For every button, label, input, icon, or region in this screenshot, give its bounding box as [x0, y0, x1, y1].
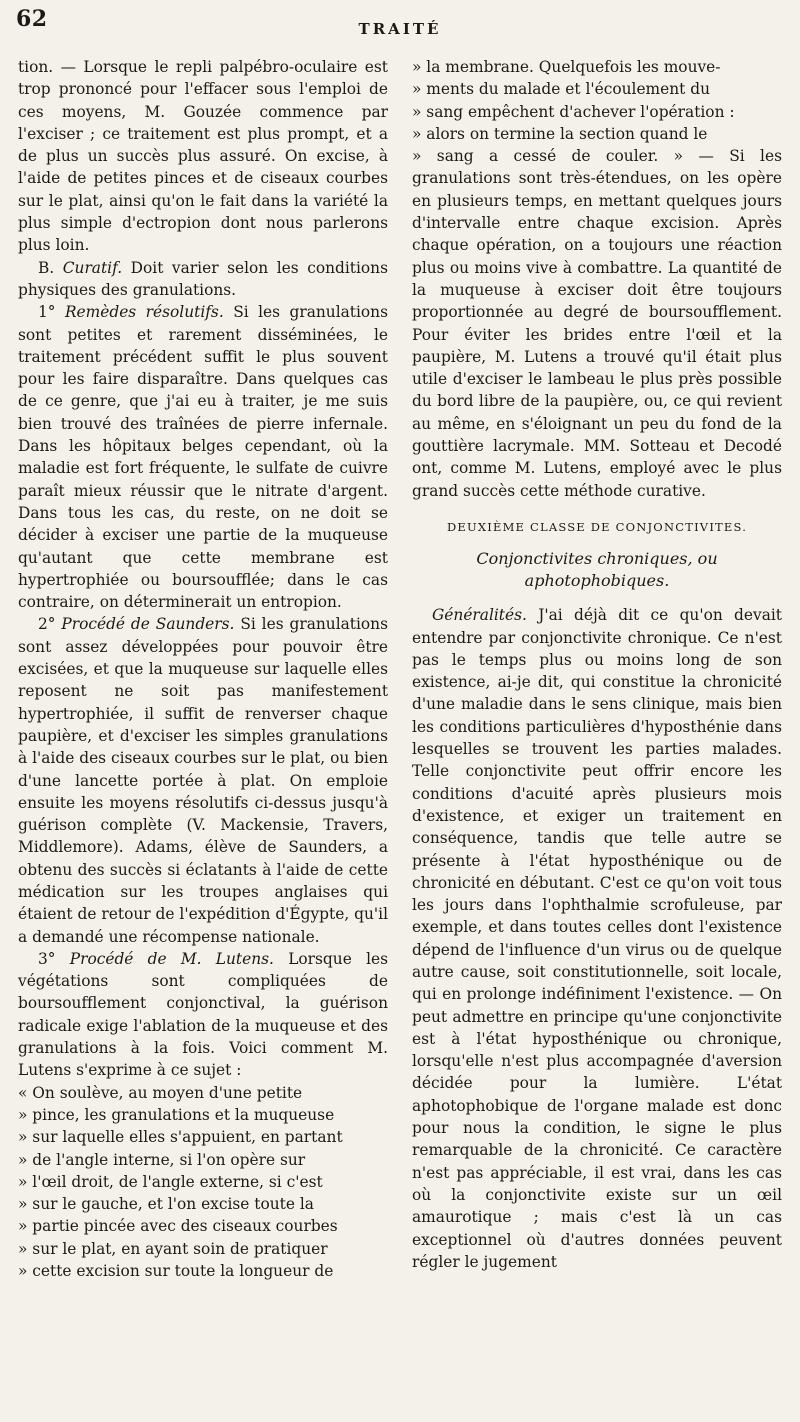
quote-line: » partie pincée avec des ciseaux courbes	[18, 1217, 338, 1236]
section-subheading: Conjonctivites chroniques, ou aphotophobiques.	[476, 549, 718, 591]
paragraph-text: Lorsque les végétations sont compliquées de boursoufflement conjonctival, la guérison radicale exige l'ablation de la muqueuse et des granulations à la fois. Voici comment M. Lutens s'exprime à ce sujet :	[18, 949, 388, 1080]
paragraph-title: Procédé de Saunders.	[61, 615, 235, 634]
paragraph	[18, 257, 388, 302]
paragraph-label: 1°	[38, 303, 65, 322]
quote-line: » la membrane. Quelquefois les mouve-	[412, 58, 721, 76]
paragraph-text: J'ai déjà dit ce qu'on devait entendre par conjonctivite chronique. Ce n'est pas le temps plus ou moins long de son existence, ai-je dit, qui constitue la chronicité d'une maladie dans le sens clinique, mais bien les conditions particulières d'hyposthénie dans lesquelles se trouvent les parties malades. Telle conjonctivite peut offrir encore les conditions d'acuité après plusieurs mois d'existence, et exiger un traitement en conséquence, tandis que telle autre se présente à l'état hyposthénique ou de chronicité en débutant. C'est ce qu'on voit tous les jours dans l'ophthalmie scrofuleuse, par exemple, et dans toutes celles dont l'existence dépend de l'influence d'un virus ou de quelque autre cause, soit constitutionnelle, soit locale, qui en prolonge indéfiniment l'existence. — On peut admettre en principe qu'une conjonctivite est à l'état hyposthénique ou chronique, lorsqu'elle n'est plus accompagnée d'aversion décidée pour la lumière. L'état aphotophobique de l'organe malade est donc pour nous la condition, le signe le plus remarquable de la chronicité. Ce caractère n'est pas appréciable, il est vrai, dans les cas où la conjonctivite existe sur un œil amaurotique ; mais c'est là un cas exceptionnel où d'autres données peuvent régler le jugement	[412, 606, 782, 1271]
paragraph-label: 3°	[38, 949, 70, 968]
paragraph-label: B.	[38, 258, 63, 277]
paragraph-text: Doit varier selon les conditions physiques des granulations.	[18, 258, 388, 299]
paragraph-text: Si les granulations sont assez développées pour pouvoir être excisées, et que la muqueuse sur laquelle elles reposent ne soit pas manifestement hypertrophiée, il suffit de renverser chaque paupière, et d'exciser les simples granulations à l'aide des ciseaux courbes sur le plat, ou bien d'une lancette portée à plat. On emploie ensuite les moyens résolutifs ci-dessus jusqu'à guérison complète (V. Mackensie, Travers, Middlemore). Adams, élève de Saunders, a obtenu des succès si éclatants à l'aide de cette médication sur les troupes anglaises qui étaient de retour de l'expédition d'Égypte, qu'il a demandé une récompense nationale.	[18, 615, 388, 946]
paragraph-title: Curatif.	[62, 258, 123, 277]
paragraph	[18, 613, 388, 947]
paragraph	[18, 301, 388, 613]
paragraph	[412, 604, 782, 1273]
right-column	[412, 56, 782, 1273]
quote-line: » ments du malade et l'écoulement du	[412, 80, 711, 99]
quote-line: « On soulève, au moyen d'une petite	[18, 1083, 303, 1102]
page-number: 62	[16, 6, 48, 32]
paragraph	[412, 145, 782, 502]
quote-line: » pince, les granulations et la muqueuse	[18, 1105, 335, 1124]
running-head: TRAITÉ	[358, 20, 442, 38]
quote-line: » sur le gauche, et l'on excise toute la	[18, 1195, 314, 1214]
quote-line: » sur laquelle elles s'appuient, en partant	[18, 1128, 343, 1147]
quote-line: » sang empêchent d'achever l'opération :	[412, 102, 735, 121]
paragraph-title: Généralités.	[432, 606, 527, 625]
paragraph: tion. — Lorsque le repli palpébro-oculaire est trop prononcé pour l'effacer sous l'emploi de ces moyens, M. Gouzée commence par l'exciser ; ce traitement est plus prompt, et a de plus un succès plus assuré. On excise, à l'aide de petites pinces et de ciseaux courbes sur le plat, ainsi qu'on le fait dans la variété la plus simple d'ectropion dont nous parlerons plus loin.	[18, 58, 388, 255]
quote-line: » l'œil droit, de l'angle externe, si c'est	[18, 1172, 323, 1191]
paragraph-text: — Si les granulations sont très-étendues, on les opère en plusieurs temps, en mettant quelques jours d'intervalle entre chaque excision. Après chaque opération, on a toujours une réaction plus ou moins vive à combattre. La quantité de la muqueuse à exciser doit être toujours proportionnée au degré de boursoufflement. Pour éviter les brides entre l'œil et la paupière, M. Lutens a trouvé qu'il était plus utile d'exciser le lambeau le plus près possible du bord libre de la paupière, ou, ce qui revient au même, en s'éloignant un peu du fond de la gouttière lacrymale. MM. Sotteau et Decodé ont, comme M. Lutens, employé avec le plus grand succès cette méthode curative.	[412, 147, 782, 500]
quote-line: » sang a cessé de couler. »	[412, 147, 684, 166]
quote-line: » alors on termine la section quand le	[412, 124, 708, 143]
left-column	[18, 56, 388, 1282]
quote-line: » cette excision sur toute la longueur de	[18, 1262, 334, 1281]
paragraph-title: Remèdes résolutifs.	[64, 303, 224, 322]
section-heading: DEUXIÈME CLASSE DE CONJONCTIVITES.	[446, 519, 748, 534]
quote-line: » sur le plat, en ayant soin de pratiquer	[18, 1239, 328, 1258]
paragraph	[18, 948, 388, 1082]
paragraph-text: Si les granulations sont petites et rarement disséminées, le traitement précédent suffit le plus souvent pour les faire disparaître. Dans quelques cas de ce genre, que j'ai eu à traiter, je me suis bien trouvé des traînées de pierre infernale. Dans les hôpitaux belges cependant, où la maladie est fort fréquente, le sulfate de cuivre paraît mieux réussir que le nitrate d'argent. Dans tous les cas, du reste, on ne doit se décider à exciser une partie de la muqueuse qu'autant que cette membrane est hypertrophiée ou boursoufflée; dans le cas contraire, on déterminerait un entropion.	[18, 303, 388, 612]
paragraph-title: Procédé de M. Lutens.	[69, 949, 274, 968]
paragraph-label: 2°	[38, 615, 62, 634]
quote-line: » de l'angle interne, si l'on opère sur	[18, 1150, 306, 1169]
